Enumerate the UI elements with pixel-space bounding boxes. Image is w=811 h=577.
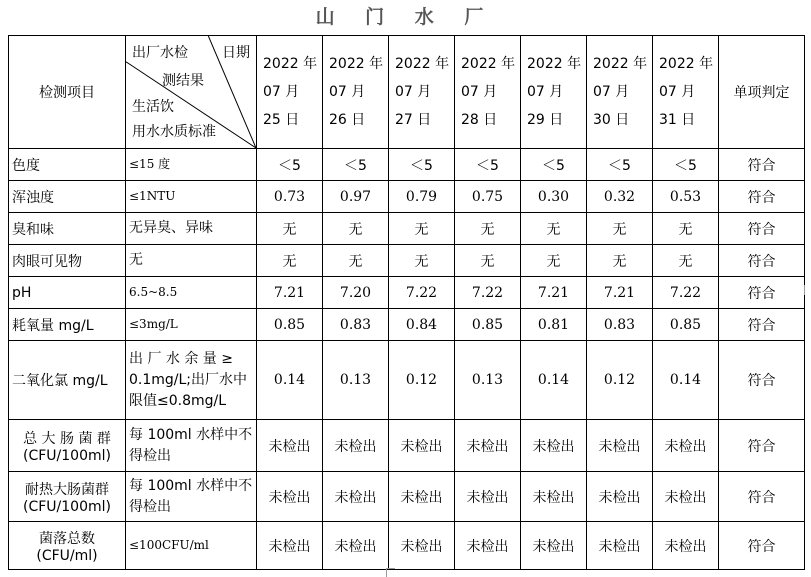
- value-cell: 0.53: [653, 181, 719, 213]
- table-row: [9, 213, 805, 245]
- value-cell: 未检出: [455, 472, 521, 522]
- item-cell: 耗氧量 mg/L: [9, 309, 126, 341]
- value-cell: 无: [653, 245, 719, 277]
- table-row: [9, 472, 805, 522]
- value-cell: 7.22: [653, 277, 719, 309]
- water-quality-table: [8, 35, 805, 570]
- value-cell: 7.21: [521, 277, 587, 309]
- verdict-cell: 符合: [719, 522, 805, 570]
- table-row: [9, 341, 805, 420]
- value-cell: 0.97: [323, 181, 389, 213]
- value-cell: 0.13: [323, 341, 389, 420]
- item-cell: 臭和味: [9, 213, 126, 245]
- standard-cell: 每 100ml 水样中不 得检出: [126, 420, 257, 472]
- value-cell: 0.14: [521, 341, 587, 420]
- diag-bottom-2: 用水水质标准: [132, 124, 216, 140]
- value-cell: 无: [653, 213, 719, 245]
- value-cell: 无: [455, 245, 521, 277]
- value-cell: 7.22: [455, 277, 521, 309]
- table-row: [9, 245, 805, 277]
- value-cell: 0.14: [257, 341, 323, 420]
- value-cell: 未检出: [521, 472, 587, 522]
- standard-cell: 6.5~8.5: [126, 277, 257, 309]
- verdict-cell: 符合: [719, 420, 805, 472]
- standard-cell: ≤15 度: [126, 149, 257, 181]
- item-cell: 总 大 肠 菌 群 (CFU/100ml): [9, 420, 126, 472]
- verdict-cell: 符合: [719, 309, 805, 341]
- value-cell: 0.75: [455, 181, 521, 213]
- item-cell: 菌落总数 (CFU/ml): [9, 522, 126, 570]
- value-cell: ＜5: [389, 149, 455, 181]
- verdict-cell: 符合: [719, 149, 805, 181]
- standard-cell: 每 100ml 水样中不 得检出: [126, 472, 257, 522]
- value-cell: 0.83: [587, 309, 653, 341]
- table-row: [9, 420, 805, 472]
- standard-cell: 无异臭、异味: [126, 213, 257, 245]
- value-cell: 未检出: [389, 522, 455, 570]
- value-cell: 0.13: [455, 341, 521, 420]
- value-cell: ＜5: [587, 149, 653, 181]
- diag-top-left: 出厂水检: [132, 45, 188, 61]
- value-cell: 未检出: [587, 420, 653, 472]
- verdict-cell: 符合: [719, 472, 805, 522]
- value-cell: 未检出: [257, 472, 323, 522]
- value-cell: 7.21: [587, 277, 653, 309]
- value-cell: 无: [323, 213, 389, 245]
- date-cell: 2022 年 07 月 31 日: [653, 36, 719, 149]
- value-cell: 无: [389, 213, 455, 245]
- value-cell: 未检出: [653, 522, 719, 570]
- item-cell: 二氧化氯 mg/L: [9, 341, 126, 420]
- standard-cell: ≤3mg/L: [126, 309, 257, 341]
- verdict-cell: 符合: [719, 277, 805, 309]
- item-cell: 浑浊度: [9, 181, 126, 213]
- value-cell: 0.85: [257, 309, 323, 341]
- verdict-cell: 符合: [719, 213, 805, 245]
- date-cell: 2022 年 07 月 28 日: [455, 36, 521, 149]
- date-cell: 2022 年 07 月 26 日: [323, 36, 389, 149]
- value-cell: 未检出: [389, 420, 455, 472]
- date-cell: 2022 年 07 月 25 日: [257, 36, 323, 149]
- diagonal-header: [126, 36, 257, 149]
- item-cell: 肉眼可见物: [9, 245, 126, 277]
- value-cell: 0.79: [389, 181, 455, 213]
- date-cell: 2022 年 07 月 29 日: [521, 36, 587, 149]
- value-cell: ＜5: [653, 149, 719, 181]
- value-cell: 0.83: [323, 309, 389, 341]
- value-cell: ＜5: [257, 149, 323, 181]
- value-cell: 0.14: [653, 341, 719, 420]
- value-cell: 无: [521, 245, 587, 277]
- value-cell: 未检出: [521, 522, 587, 570]
- value-cell: 7.21: [257, 277, 323, 309]
- value-cell: 无: [323, 245, 389, 277]
- verdict-header: 单项判定: [719, 36, 805, 149]
- table-edge-marker: [804, 285, 811, 295]
- value-cell: 0.85: [455, 309, 521, 341]
- standard-cell: ≤1NTU: [126, 181, 257, 213]
- table-row: [9, 522, 805, 570]
- value-cell: 7.22: [389, 277, 455, 309]
- diag-top-right: 日期: [222, 45, 250, 61]
- diag-bottom-1: 生活饮: [132, 99, 174, 115]
- date-cell: 2022 年 07 月 27 日: [389, 36, 455, 149]
- standard-cell: ≤100CFU/ml: [126, 522, 257, 570]
- standard-cell: 出 厂 水 余 量 ≥ 0.1mg/L;出厂水中 限值≤0.8mg/L: [126, 341, 257, 420]
- value-cell: 0.85: [653, 309, 719, 341]
- value-cell: 0.12: [587, 341, 653, 420]
- value-cell: 0.84: [389, 309, 455, 341]
- value-cell: 未检出: [587, 472, 653, 522]
- value-cell: 未检出: [455, 522, 521, 570]
- value-cell: 无: [587, 245, 653, 277]
- value-cell: 未检出: [257, 522, 323, 570]
- value-cell: 未检出: [257, 420, 323, 472]
- value-cell: 0.81: [521, 309, 587, 341]
- value-cell: ＜5: [323, 149, 389, 181]
- value-cell: ＜5: [455, 149, 521, 181]
- value-cell: 0.32: [587, 181, 653, 213]
- value-cell: ＜5: [521, 149, 587, 181]
- value-cell: 未检出: [653, 420, 719, 472]
- table-row: [9, 309, 805, 341]
- value-cell: 未检出: [323, 472, 389, 522]
- value-cell: 无: [455, 213, 521, 245]
- value-cell: 0.73: [257, 181, 323, 213]
- table-row: [9, 149, 805, 181]
- item-cell: pH: [9, 277, 126, 309]
- value-cell: 无: [521, 213, 587, 245]
- header-row: [9, 36, 805, 149]
- value-cell: 未检出: [389, 472, 455, 522]
- value-cell: 0.30: [521, 181, 587, 213]
- value-cell: 未检出: [653, 472, 719, 522]
- verdict-cell: 符合: [719, 245, 805, 277]
- verdict-cell: 符合: [719, 341, 805, 420]
- value-cell: 无: [587, 213, 653, 245]
- verdict-cell: 符合: [719, 181, 805, 213]
- value-cell: 0.12: [389, 341, 455, 420]
- table-row: [9, 181, 805, 213]
- page-title: 山 门 水 厂: [315, 6, 496, 28]
- value-cell: 未检出: [323, 420, 389, 472]
- item-cell: 耐热大肠菌群 (CFU/100ml): [9, 472, 126, 522]
- value-cell: 7.20: [323, 277, 389, 309]
- table-row: [9, 277, 805, 309]
- value-cell: 无: [389, 245, 455, 277]
- standard-cell: 无: [126, 245, 257, 277]
- value-cell: 无: [257, 245, 323, 277]
- value-cell: 未检出: [455, 420, 521, 472]
- item-header: 检测项目: [9, 36, 126, 149]
- value-cell: 未检出: [587, 522, 653, 570]
- date-cell: 2022 年 07 月 30 日: [587, 36, 653, 149]
- value-cell: 无: [257, 213, 323, 245]
- value-cell: 未检出: [323, 522, 389, 570]
- diag-middle: 测结果: [162, 73, 204, 89]
- value-cell: 未检出: [521, 420, 587, 472]
- item-cell: 色度: [9, 149, 126, 181]
